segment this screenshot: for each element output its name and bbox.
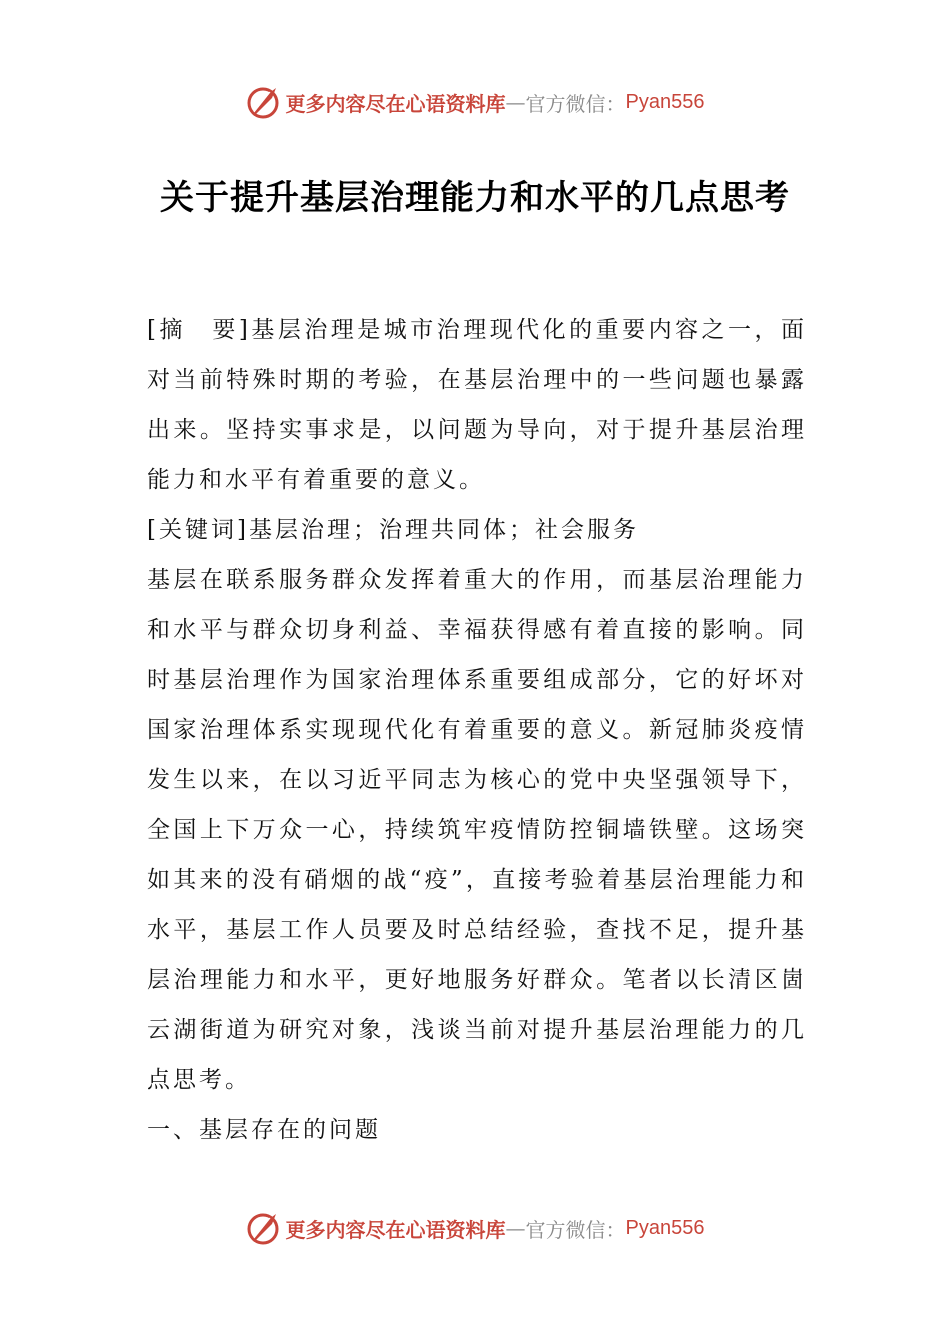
abstract-paragraph: [摘 要]基层治理是城市治理现代化的重要内容之一，面对当前特殊时期的考验，在基层治理中的一些问题也暴露出来。坚持实事求是，以问题为导向，对于提升基层治理能力和水平有着重要的意义。	[147, 317, 807, 493]
banner-contact-id: Pyan556	[625, 1216, 705, 1239]
banner-separator: —	[505, 1216, 526, 1240]
header-watermark-banner	[0, 82, 950, 122]
banner-contact-id: Pyan556	[625, 90, 705, 113]
quill-pen-seal-icon	[246, 1210, 282, 1246]
banner-contact-label: 官方微信：	[525, 91, 626, 116]
keywords-paragraph: [关键词]基层治理；治理共同体；社会服务	[147, 517, 639, 543]
body-paragraph: 基层在联系服务群众发挥着重大的作用，而基层治理能力和水平与群众切身利益、幸福获得感有着直接的影响。同时基层治理作为国家治理体系重要组成部分，它的好坏对国家治理体系实现现代化有着重要的意义。新冠肺炎疫情发生以来，在以习近平同志为核心的党中央坚强领导下，全国上下万众一心，持续筑牢疫情防控铜墙铁壁。这场突如其来的没有硝烟的战“疫”，直接考验着基层治理能力和水平，基层工作人员要及时总结经验，查找不足，提升基层治理能力和水平，更好地服务好群众。笔者以长清区崮云湖街道为研究对象，浅谈当前对提升基层治理能力的几点思考。	[147, 567, 807, 1093]
section-heading: 一、基层存在的问题	[147, 1117, 381, 1143]
banner-contact-label: 官方微信：	[525, 1217, 626, 1242]
banner-brand-text: 更多内容尽在心语资料库	[285, 91, 506, 116]
banner-brand-text: 更多内容尽在心语资料库	[285, 1217, 506, 1242]
footer-watermark-banner	[0, 1208, 950, 1248]
quill-pen-seal-icon	[246, 84, 282, 120]
banner-separator: —	[505, 90, 526, 114]
document-title: 关于提升基层治理能力和水平的几点思考	[160, 178, 790, 218]
document-body	[147, 305, 807, 1155]
